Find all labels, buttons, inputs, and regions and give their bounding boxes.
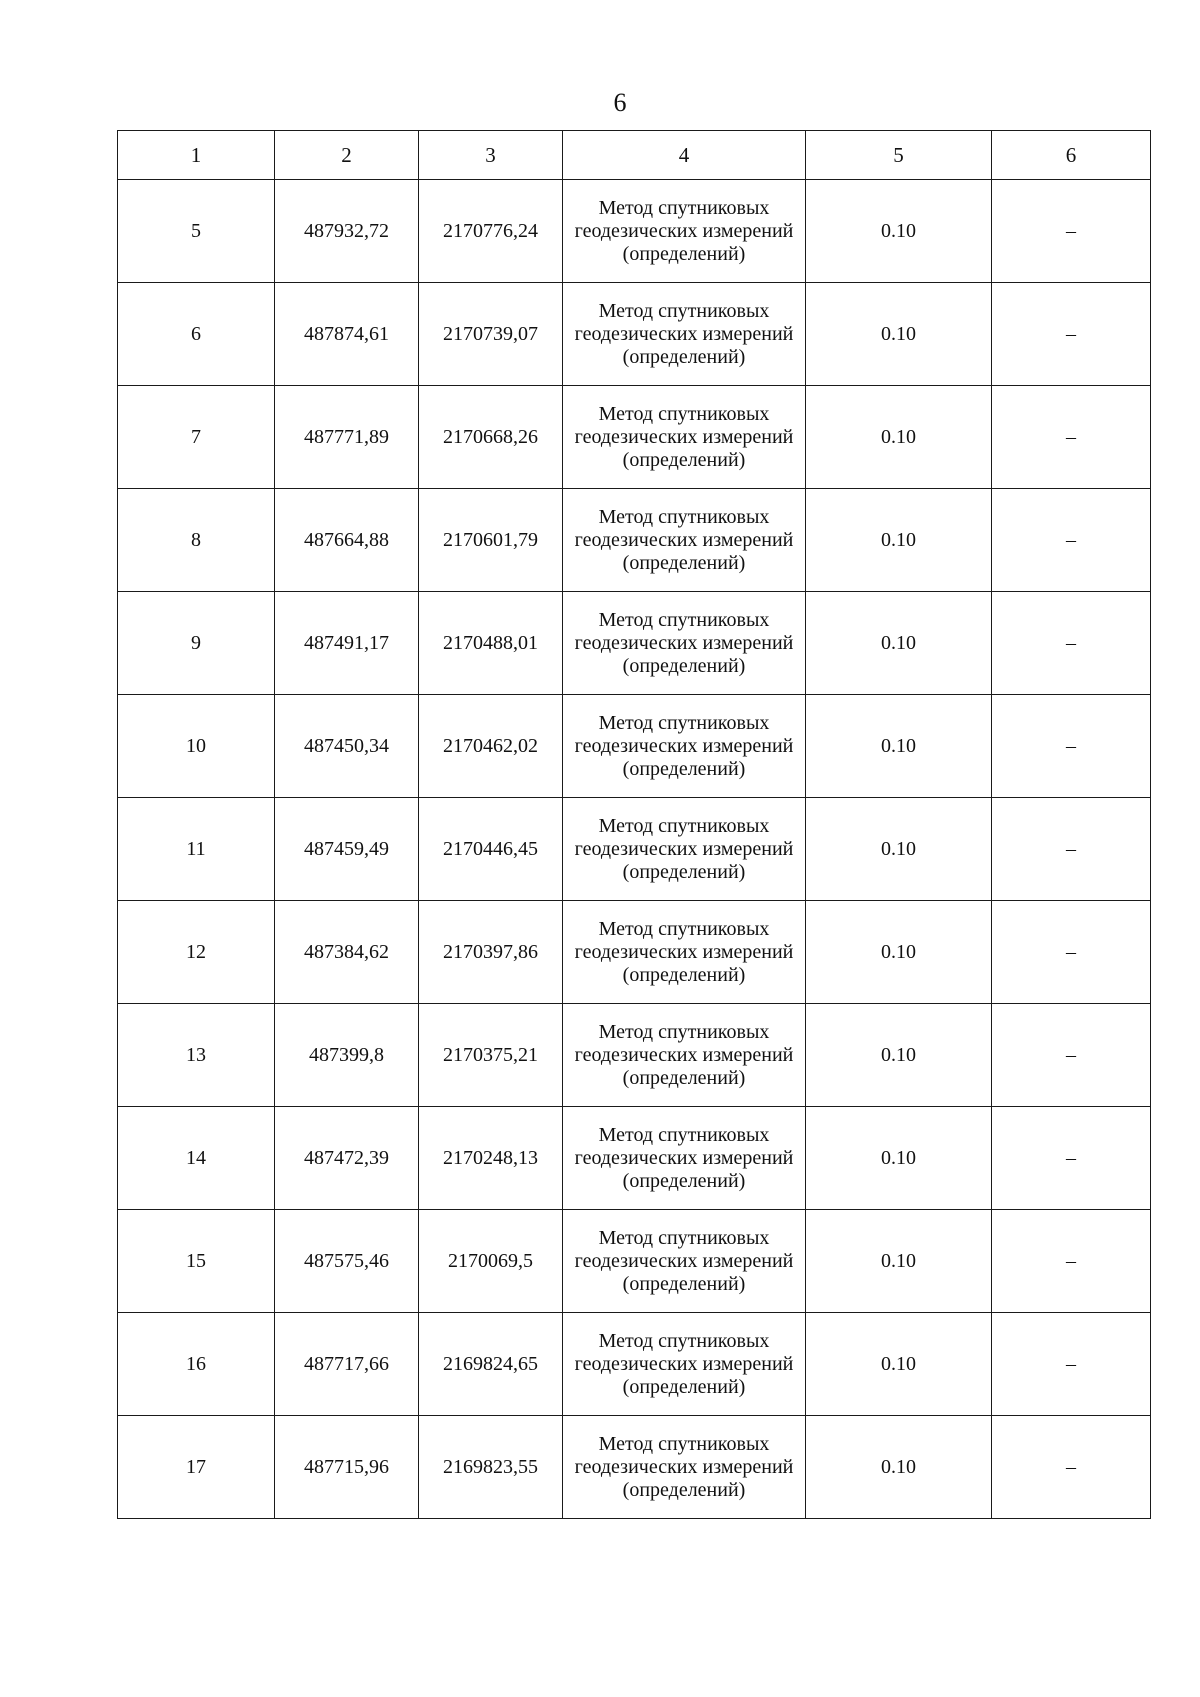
x-coordinate-cell: 487575,46 bbox=[275, 1210, 419, 1313]
table-row bbox=[118, 386, 1151, 489]
column-header-5: 5 bbox=[806, 131, 992, 180]
y-coordinate-cell: 2170488,01 bbox=[419, 592, 563, 695]
page-number: 6 bbox=[613, 88, 627, 117]
description-cell: – bbox=[992, 1416, 1151, 1519]
y-coordinate-cell: 2169824,65 bbox=[419, 1313, 563, 1416]
description-cell: – bbox=[992, 1313, 1151, 1416]
method-cell: Метод спутниковых геодезических измерений (определений) bbox=[563, 180, 806, 283]
table-row bbox=[118, 592, 1151, 695]
table-row bbox=[118, 1107, 1151, 1210]
column-header-2: 2 bbox=[275, 131, 419, 180]
column-header-1: 1 bbox=[118, 131, 275, 180]
method-cell: Метод спутниковых геодезических измерений (определений) bbox=[563, 1107, 806, 1210]
accuracy-cell: 0.10 bbox=[806, 489, 992, 592]
accuracy-cell: 0.10 bbox=[806, 695, 992, 798]
method-cell: Метод спутниковых геодезических измерений (определений) bbox=[563, 1416, 806, 1519]
point-number-cell: 16 bbox=[118, 1313, 275, 1416]
point-number-cell: 9 bbox=[118, 592, 275, 695]
table-row bbox=[118, 489, 1151, 592]
y-coordinate-cell: 2170462,02 bbox=[419, 695, 563, 798]
accuracy-cell: 0.10 bbox=[806, 1313, 992, 1416]
point-number-cell: 7 bbox=[118, 386, 275, 489]
x-coordinate-cell: 487384,62 bbox=[275, 901, 419, 1004]
x-coordinate-cell: 487715,96 bbox=[275, 1416, 419, 1519]
column-header-6: 6 bbox=[992, 131, 1151, 180]
method-cell: Метод спутниковых геодезических измерений (определений) bbox=[563, 1210, 806, 1313]
description-cell: – bbox=[992, 489, 1151, 592]
description-cell: – bbox=[992, 1107, 1151, 1210]
point-number-cell: 14 bbox=[118, 1107, 275, 1210]
y-coordinate-cell: 2170668,26 bbox=[419, 386, 563, 489]
coordinates-table bbox=[117, 130, 1151, 1519]
y-coordinate-cell: 2170069,5 bbox=[419, 1210, 563, 1313]
table-row bbox=[118, 180, 1151, 283]
method-cell: Метод спутниковых геодезических измерений (определений) bbox=[563, 1313, 806, 1416]
point-number-cell: 10 bbox=[118, 695, 275, 798]
x-coordinate-cell: 487459,49 bbox=[275, 798, 419, 901]
y-coordinate-cell: 2170446,45 bbox=[419, 798, 563, 901]
method-cell: Метод спутниковых геодезических измерений (определений) bbox=[563, 1004, 806, 1107]
y-coordinate-cell: 2170776,24 bbox=[419, 180, 563, 283]
table-row bbox=[118, 283, 1151, 386]
point-number-cell: 6 bbox=[118, 283, 275, 386]
header-row bbox=[118, 131, 1151, 180]
method-cell: Метод спутниковых геодезических измерений (определений) bbox=[563, 901, 806, 1004]
table-row bbox=[118, 1313, 1151, 1416]
description-cell: – bbox=[992, 386, 1151, 489]
description-cell: – bbox=[992, 1004, 1151, 1107]
y-coordinate-cell: 2170375,21 bbox=[419, 1004, 563, 1107]
column-header-3: 3 bbox=[419, 131, 563, 180]
description-cell: – bbox=[992, 798, 1151, 901]
table-row bbox=[118, 1416, 1151, 1519]
table-header bbox=[118, 131, 1151, 180]
description-cell: – bbox=[992, 695, 1151, 798]
y-coordinate-cell: 2170248,13 bbox=[419, 1107, 563, 1210]
point-number-cell: 12 bbox=[118, 901, 275, 1004]
x-coordinate-cell: 487771,89 bbox=[275, 386, 419, 489]
y-coordinate-cell: 2170739,07 bbox=[419, 283, 563, 386]
accuracy-cell: 0.10 bbox=[806, 592, 992, 695]
x-coordinate-cell: 487491,17 bbox=[275, 592, 419, 695]
description-cell: – bbox=[992, 901, 1151, 1004]
table-body bbox=[118, 180, 1151, 1519]
x-coordinate-cell: 487399,8 bbox=[275, 1004, 419, 1107]
description-cell: – bbox=[992, 1210, 1151, 1313]
method-cell: Метод спутниковых геодезических измерений (определений) bbox=[563, 386, 806, 489]
point-number-cell: 17 bbox=[118, 1416, 275, 1519]
method-cell: Метод спутниковых геодезических измерений (определений) bbox=[563, 489, 806, 592]
accuracy-cell: 0.10 bbox=[806, 180, 992, 283]
point-number-cell: 15 bbox=[118, 1210, 275, 1313]
method-cell: Метод спутниковых геодезических измерений (определений) bbox=[563, 695, 806, 798]
x-coordinate-cell: 487472,39 bbox=[275, 1107, 419, 1210]
accuracy-cell: 0.10 bbox=[806, 901, 992, 1004]
description-cell: – bbox=[992, 592, 1151, 695]
point-number-cell: 8 bbox=[118, 489, 275, 592]
method-cell: Метод спутниковых геодезических измерений (определений) bbox=[563, 798, 806, 901]
x-coordinate-cell: 487932,72 bbox=[275, 180, 419, 283]
method-cell: Метод спутниковых геодезических измерений (определений) bbox=[563, 592, 806, 695]
column-header-4: 4 bbox=[563, 131, 806, 180]
point-number-cell: 5 bbox=[118, 180, 275, 283]
method-cell: Метод спутниковых геодезических измерений (определений) bbox=[563, 283, 806, 386]
table-row bbox=[118, 1210, 1151, 1313]
table-row bbox=[118, 798, 1151, 901]
accuracy-cell: 0.10 bbox=[806, 1107, 992, 1210]
accuracy-cell: 0.10 bbox=[806, 386, 992, 489]
table-row bbox=[118, 695, 1151, 798]
description-cell: – bbox=[992, 283, 1151, 386]
accuracy-cell: 0.10 bbox=[806, 1004, 992, 1107]
point-number-cell: 11 bbox=[118, 798, 275, 901]
description-cell: – bbox=[992, 180, 1151, 283]
table-row bbox=[118, 1004, 1151, 1107]
point-number-cell: 13 bbox=[118, 1004, 275, 1107]
accuracy-cell: 0.10 bbox=[806, 1416, 992, 1519]
y-coordinate-cell: 2170397,86 bbox=[419, 901, 563, 1004]
y-coordinate-cell: 2170601,79 bbox=[419, 489, 563, 592]
table-row bbox=[118, 901, 1151, 1004]
x-coordinate-cell: 487664,88 bbox=[275, 489, 419, 592]
accuracy-cell: 0.10 bbox=[806, 798, 992, 901]
y-coordinate-cell: 2169823,55 bbox=[419, 1416, 563, 1519]
x-coordinate-cell: 487874,61 bbox=[275, 283, 419, 386]
x-coordinate-cell: 487450,34 bbox=[275, 695, 419, 798]
x-coordinate-cell: 487717,66 bbox=[275, 1313, 419, 1416]
accuracy-cell: 0.10 bbox=[806, 283, 992, 386]
accuracy-cell: 0.10 bbox=[806, 1210, 992, 1313]
